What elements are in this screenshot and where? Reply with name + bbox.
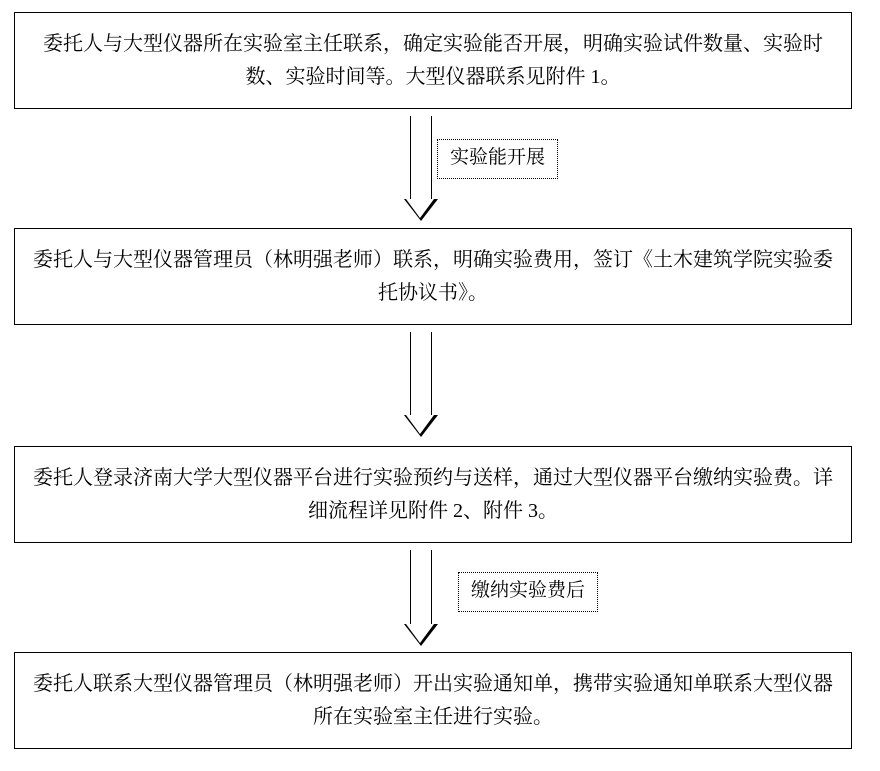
flow-node-step1	[14, 12, 852, 109]
flow-edge-label-edge1	[437, 139, 558, 179]
flow-arrow-edge3-head-inner	[406, 624, 434, 643]
flow-arrow-edge1	[404, 116, 438, 221]
flow-node-step2-text: 委托人与大型仪器管理员（林明强老师）联系，明确实验费用，签订《土木建筑学院实验委托协议书》。	[33, 248, 833, 304]
flow-arrow-edge1-shaft	[410, 116, 432, 200]
flow-edge-label-edge3-text: 缴纳实验费后	[471, 580, 586, 601]
flow-node-step3-text: 委托人登录济南大学大型仪器平台进行实验预约与送样，通过大型仪器平台缴纳实验费。详细流程详见附件 2、附件 3。	[33, 466, 833, 522]
flow-arrow-edge2	[404, 332, 438, 437]
flow-node-step4	[14, 652, 852, 749]
flow-arrow-edge3	[404, 550, 438, 645]
flow-edge-label-edge3	[458, 572, 598, 612]
flow-node-step2	[14, 228, 852, 325]
flow-arrow-edge1-head-inner	[406, 199, 434, 218]
flow-arrow-edge2-shaft	[410, 332, 432, 416]
flow-node-step4-text: 委托人联系大型仪器管理员（林明强老师）开出实验通知单，携带实验通知单联系大型仪器所在实验室主任进行实验。	[33, 672, 833, 728]
flow-edge-label-edge1-text: 实验能开展	[450, 147, 546, 168]
flow-arrow-edge3-shaft	[410, 550, 432, 625]
flow-node-step3	[14, 446, 852, 543]
flow-node-step1-text: 委托人与大型仪器所在实验室主任联系，确定实验能否开展，明确实验试件数量、实验时数、实验时间等。大型仪器联系见附件 1。	[43, 32, 823, 88]
flow-arrow-edge2-head-inner	[406, 415, 434, 434]
